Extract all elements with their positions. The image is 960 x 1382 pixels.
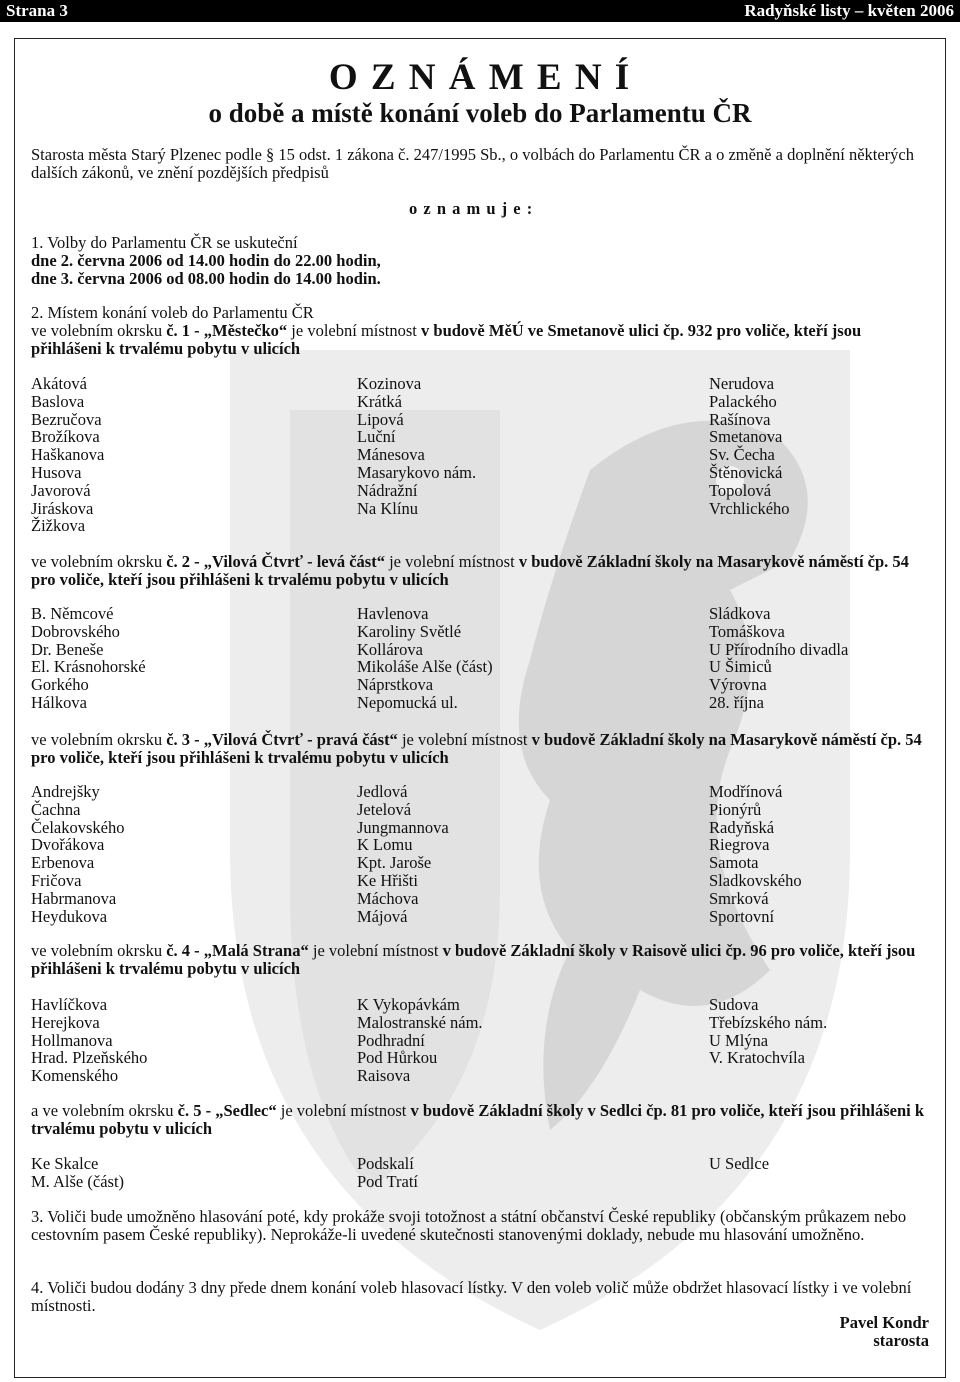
street: Palackého bbox=[709, 391, 777, 411]
street: Heydukova bbox=[31, 906, 108, 926]
district-3-streets-col-1 bbox=[31, 783, 361, 925]
street: Dobrovského bbox=[31, 621, 120, 641]
street: Husova bbox=[31, 462, 82, 482]
street: Javorová bbox=[31, 480, 91, 500]
section-4-paragraph: 4. Voliči budou dodány 3 dny přede dnem konání voleb hlasovací lístky. V den voleb volič může obdržet hlasovací lístky i ve volební místnosti. bbox=[31, 1278, 912, 1315]
street: Ke Hřišti bbox=[357, 870, 418, 890]
street: Máchova bbox=[357, 888, 419, 908]
street: Hollmanova bbox=[31, 1030, 113, 1050]
district-4-text: ve volebním okrsku č. 4 - „Malá Strana“ je volební místnost v budově Základní školy v Raisově ulici čp. 96 pro voliče, kteří jsou přihlášeni k trvalému pobytu v ulicích bbox=[31, 941, 916, 978]
street: U Mlýna bbox=[709, 1030, 769, 1050]
street: Dvořákova bbox=[31, 835, 105, 855]
district-2-streets-col-2 bbox=[357, 605, 687, 712]
street: Masarykovo nám. bbox=[357, 462, 477, 482]
street: Nepomucká ul. bbox=[357, 692, 458, 712]
street: Hálkova bbox=[31, 692, 87, 712]
notice-title: O Z N Á M E N Í bbox=[328, 57, 632, 98]
street: Havlenova bbox=[357, 604, 429, 623]
street: Habrmanova bbox=[31, 888, 117, 908]
street: Žižkova bbox=[31, 516, 86, 536]
street: Sládkova bbox=[709, 604, 771, 623]
street: Kpt. Jaroše bbox=[357, 853, 432, 873]
page-header bbox=[0, 0, 960, 22]
street: Třebízského nám. bbox=[709, 1012, 828, 1032]
street: Kollárova bbox=[357, 639, 423, 659]
street: Haškanova bbox=[31, 445, 105, 465]
street: U Přírodního divadla bbox=[709, 639, 849, 659]
street: Jiráskova bbox=[31, 498, 94, 518]
street: Hrad. Plzeňského bbox=[31, 1048, 148, 1068]
street: Erbenova bbox=[31, 853, 95, 873]
street: U Sedlce bbox=[709, 1154, 770, 1173]
street: U Šimiců bbox=[709, 657, 772, 677]
district-5-streets-col-2 bbox=[357, 1155, 687, 1191]
section-2-heading: 2. Místem konání voleb do Parlamentu ČR bbox=[31, 303, 314, 322]
street: Samota bbox=[709, 853, 759, 873]
district-1-text: ve volebním okrsku č. 1 - „Městečko“ je volební místnost v budově MěÚ ve Smetanově ulici čp. 932 pro voliče, kteří jsou přihlášeni k trvalému pobytu v ulicích bbox=[31, 321, 862, 358]
street: Štěnovická bbox=[709, 462, 783, 482]
district-1-streets-col-1 bbox=[31, 375, 361, 535]
street: Vrchlického bbox=[709, 498, 790, 518]
street: Smrková bbox=[709, 888, 769, 908]
district-3-streets-col-3 bbox=[709, 783, 960, 925]
street: Karoliny Světlé bbox=[357, 621, 462, 641]
street: Dr. Beneše bbox=[31, 639, 104, 659]
street: Jungmannova bbox=[357, 817, 449, 837]
street: Baslova bbox=[31, 391, 85, 411]
street: Tomáškova bbox=[709, 621, 785, 641]
street: Jetelová bbox=[357, 799, 412, 819]
street: Ke Skalce bbox=[31, 1154, 99, 1173]
street: Čachna bbox=[31, 799, 81, 819]
street: Na Klínu bbox=[357, 498, 418, 518]
street: Mánesova bbox=[357, 445, 425, 465]
street: Krátká bbox=[357, 391, 402, 411]
street: Sv. Čecha bbox=[709, 445, 775, 465]
street: Bezručova bbox=[31, 409, 102, 429]
district-2-text: ve volebním okrsku č. 2 - „Vilová Čtvrť - levá část“ je volební místnost v budově Základní školy na Masarykově náměstí čp. 54 pro voliče, kteří jsou přihlášeni k trvalému pobytu v ulicích bbox=[31, 552, 909, 589]
intro-paragraph: Starosta města Starý Plzenec podle § 15 odst. 1 zákona č. 247/1995 Sb., o volbách do Parlamentu ČR a o změně a doplnění některých dalších zákonů, ve znění pozdějších předpisů bbox=[31, 145, 914, 182]
street: Podhradní bbox=[357, 1030, 425, 1050]
street: Akátová bbox=[31, 374, 87, 393]
election-day-2: dne 3. června 2006 od 08.00 hodin do 14.00 hodin. bbox=[31, 269, 381, 288]
district-4-streets-col-1 bbox=[31, 996, 361, 1085]
street: Rašínova bbox=[709, 409, 771, 429]
street: K Lomu bbox=[357, 835, 413, 855]
street: Sportovní bbox=[709, 906, 775, 926]
district-5-streets-col-1 bbox=[31, 1155, 361, 1191]
district-2-streets-col-3 bbox=[709, 605, 960, 712]
newspaper-issue: Radyňské listy – květen 2006 bbox=[744, 1, 954, 20]
street: V. Kratochvíla bbox=[709, 1048, 805, 1068]
street: Smetanova bbox=[709, 427, 783, 447]
street: Havlíčkova bbox=[31, 995, 108, 1014]
signatory-role: starosta bbox=[873, 1331, 929, 1350]
district-4-streets-col-2 bbox=[357, 996, 687, 1085]
announces-label: o z n a m u j e : bbox=[409, 199, 534, 218]
street: El. Krásnohorské bbox=[31, 657, 146, 677]
section-3-paragraph: 3. Voliči bude umožněno hlasování poté, kdy prokáže svoji totožnost a státní občanství České republiky (občanským průkazem nebo cestovním pasem České republiky). Neprokáže-li uvedené skutečnosti stanovenými doklady, nebude mu hlasování umožněno. bbox=[31, 1207, 907, 1244]
signature-block bbox=[840, 1314, 929, 1350]
street: Komenského bbox=[31, 1066, 119, 1086]
street: Modřínová bbox=[709, 782, 783, 801]
street: K Vykopávkám bbox=[357, 995, 460, 1014]
street: Podskalí bbox=[357, 1154, 414, 1173]
street: Výrovna bbox=[709, 675, 767, 695]
street: B. Němcové bbox=[31, 604, 114, 623]
district-4-streets-col-3 bbox=[709, 996, 960, 1067]
street: Čelakovského bbox=[31, 817, 125, 837]
street: Malostranské nám. bbox=[357, 1012, 483, 1032]
street: Náprstkova bbox=[357, 675, 434, 695]
district-1-streets-col-3 bbox=[709, 375, 960, 517]
district-3-streets-col-2 bbox=[357, 783, 687, 925]
street: Fričova bbox=[31, 870, 82, 890]
street: Raisova bbox=[357, 1066, 411, 1086]
street: Radyňská bbox=[709, 817, 775, 837]
district-1-streets-col-2 bbox=[357, 375, 687, 517]
street: Andrejšky bbox=[31, 782, 100, 801]
street: 28. října bbox=[709, 692, 764, 712]
district-2-streets-col-1 bbox=[31, 605, 361, 712]
street: Sudova bbox=[709, 995, 759, 1014]
street: Jedlová bbox=[357, 782, 408, 801]
street: Májová bbox=[357, 906, 408, 926]
street: Mikoláše Alše (část) bbox=[357, 657, 493, 677]
street: Sladkovského bbox=[709, 870, 802, 890]
street: Brožíkova bbox=[31, 427, 100, 447]
street: Topolová bbox=[709, 480, 772, 500]
district-5-streets-col-3 bbox=[709, 1155, 960, 1173]
section-1-heading: 1. Volby do Parlamentu ČR se uskuteční bbox=[31, 233, 298, 252]
street: Herejkova bbox=[31, 1012, 100, 1032]
street: Pod Hůrkou bbox=[357, 1048, 438, 1068]
district-3-text: ve volebním okrsku č. 3 - „Vilová Čtvrť - pravá část“ je volební místnost v budově Základní školy na Masarykově náměstí čp. 54 pro voliče, kteří jsou přihlášeni k trvalému pobytu v ulicích bbox=[31, 730, 922, 767]
street: Nerudova bbox=[709, 374, 775, 393]
street: Gorkého bbox=[31, 675, 89, 695]
street: Luční bbox=[357, 427, 396, 447]
street: Pionýrů bbox=[709, 799, 762, 819]
section-1 bbox=[31, 234, 931, 288]
street: M. Alše (část) bbox=[31, 1171, 125, 1191]
street: Riegrova bbox=[709, 835, 770, 855]
street: Lipová bbox=[357, 409, 404, 429]
street: Pod Tratí bbox=[357, 1171, 418, 1191]
signatory-name: Pavel Kondr bbox=[839, 1313, 929, 1332]
street: Kozinova bbox=[357, 374, 422, 393]
page-number: Strana 3 bbox=[6, 1, 68, 20]
street: Nádražní bbox=[357, 480, 418, 500]
notice-subtitle: o době a místě konání voleb do Parlamentu ČR bbox=[208, 98, 752, 128]
election-day-1: dne 2. června 2006 od 14.00 hodin do 22.00 hodin, bbox=[31, 251, 381, 270]
district-5-text: a ve volebním okrsku č. 5 - „Sedlec“ je volební místnost v budově Základní školy v Sedlci čp. 81 pro voliče, kteří jsou přihlášeni k trvalému pobytu v ulicích bbox=[31, 1101, 925, 1138]
